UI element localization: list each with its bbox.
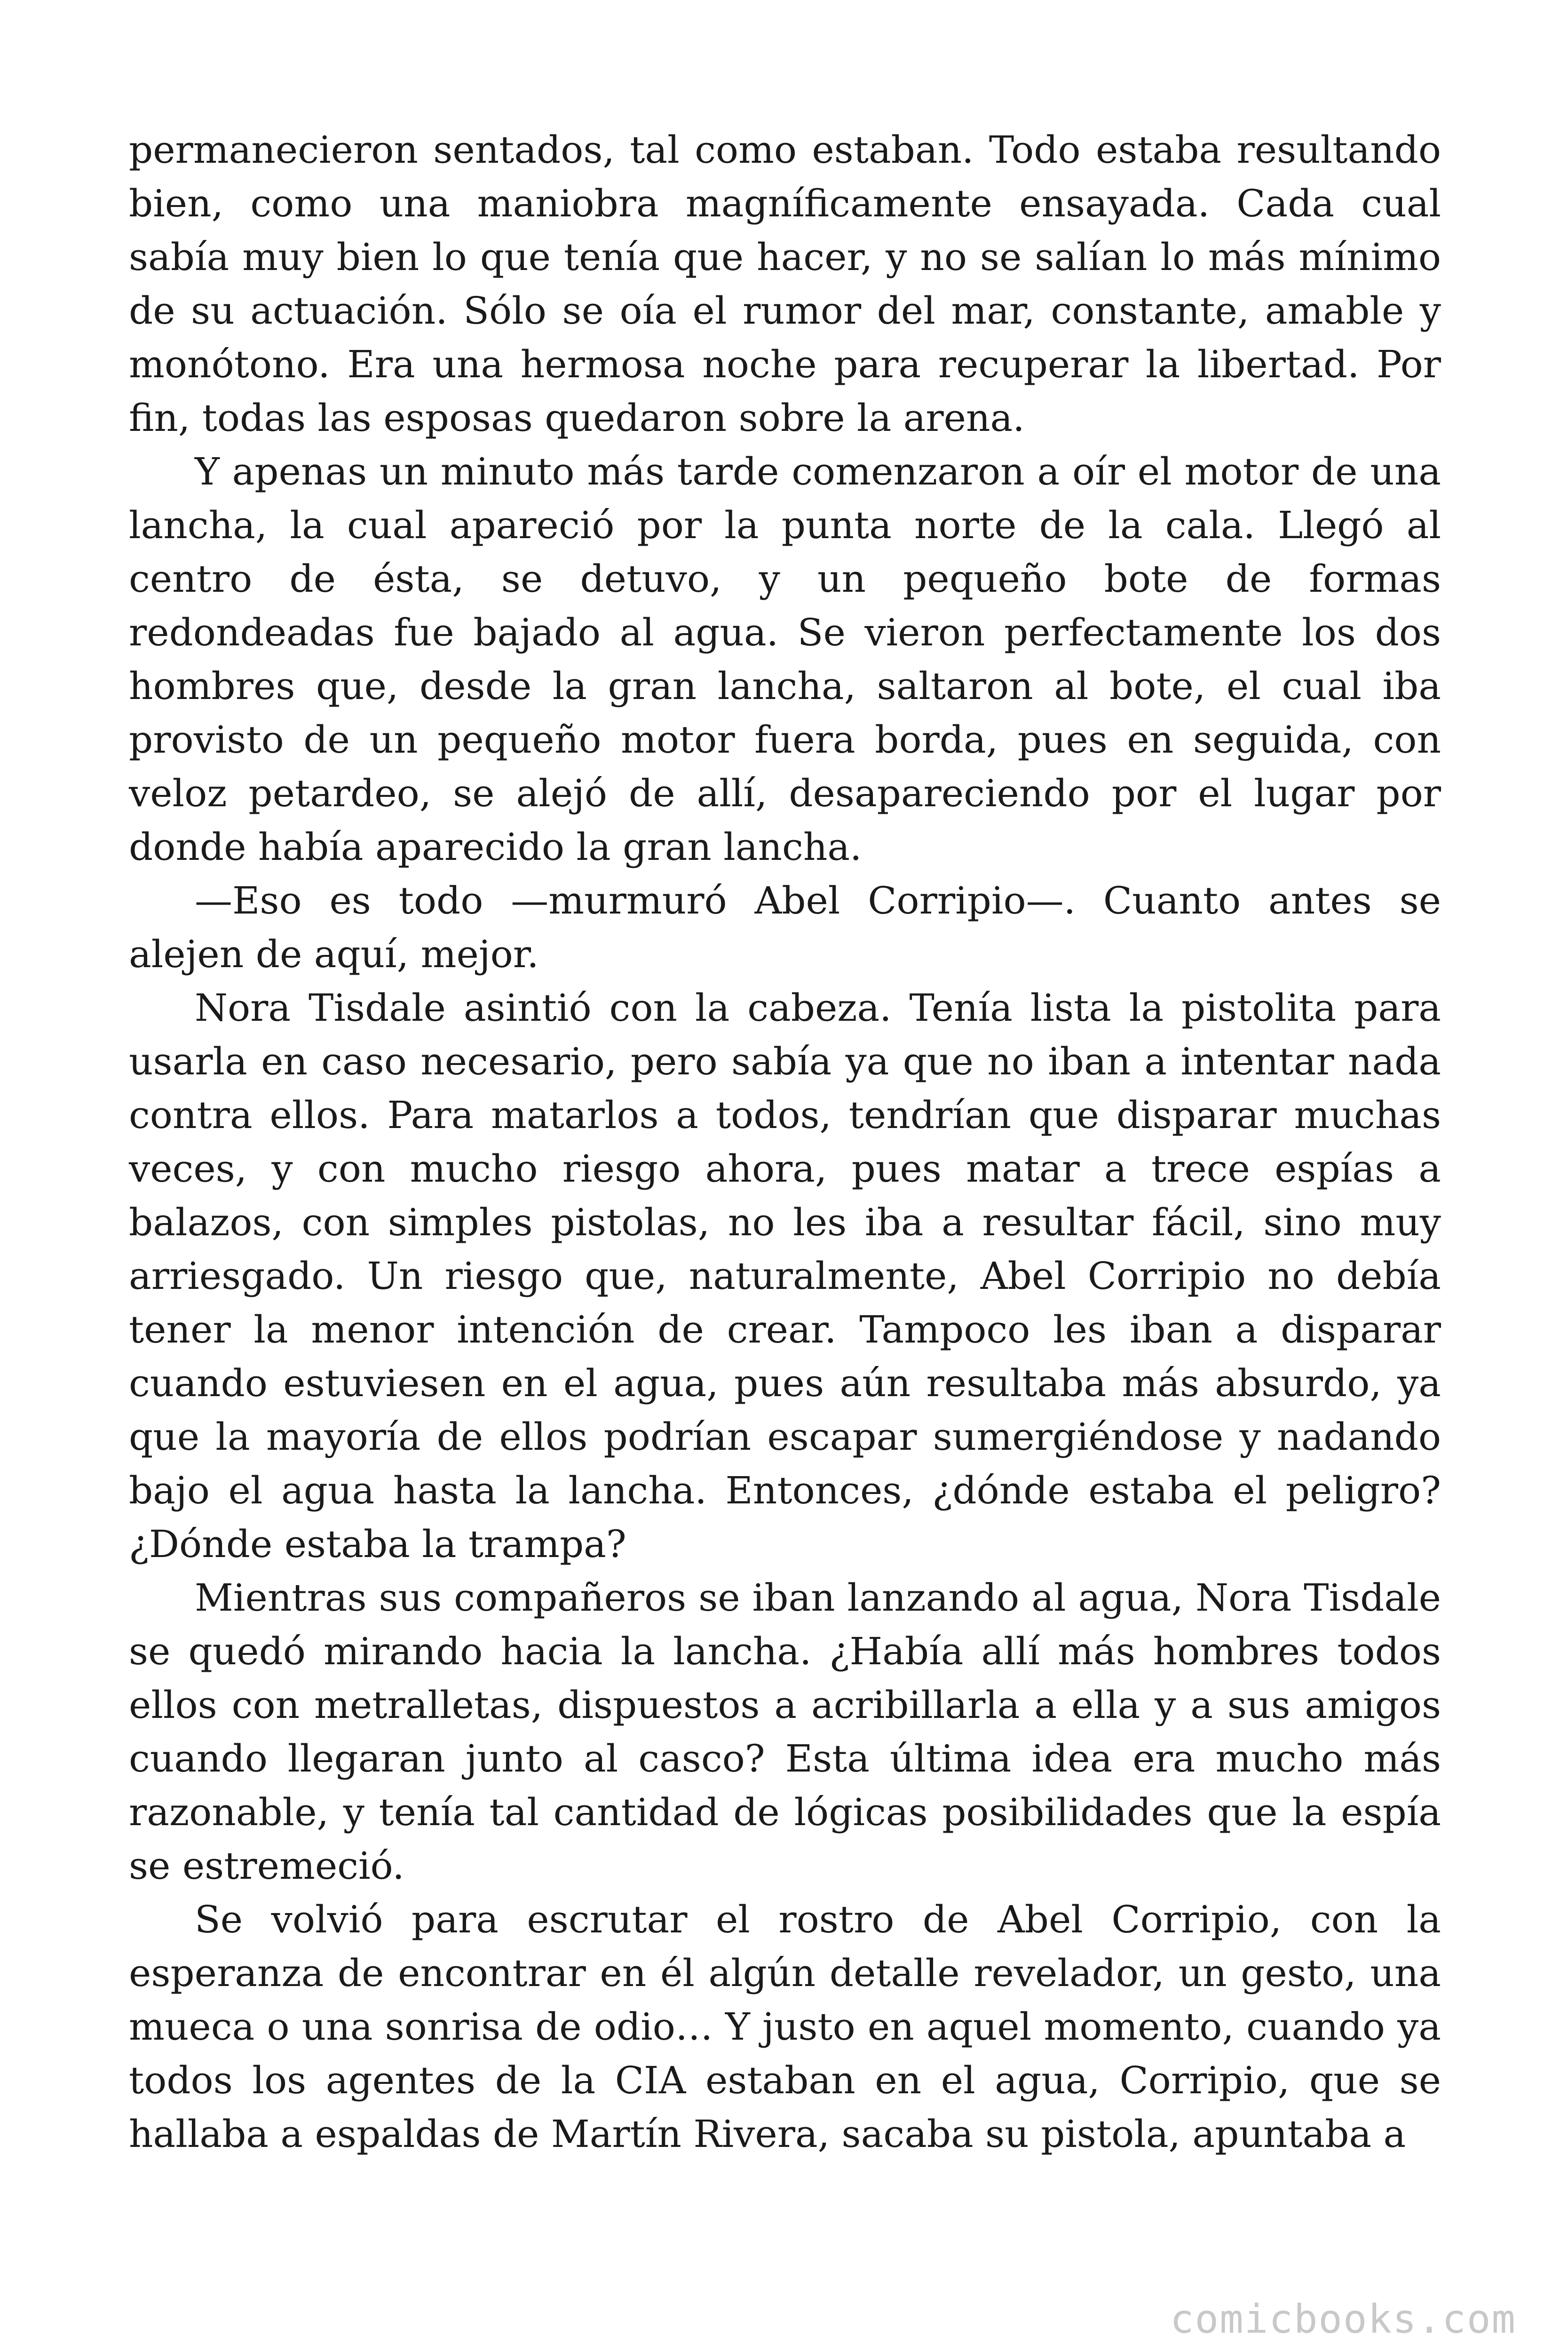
- paragraph: Se volvió para escrutar el rostro de Abel Corripio, con la esperanza de encontrar en él algún detalle revelador, un gesto, una mueca o una sonrisa de odio… Y justo en aquel momento, cuando ya todos los agentes de la CIA estaban en el agua, Corripio, que se hallaba a espaldas de Martín Rivera, sacaba su pistola, apuntaba a: [129, 1898, 1441, 2156]
- paragraph-dialogue: —Eso es todo —murmuró Abel Corripio—. Cuanto antes se alejen de aquí, mejor.: [129, 879, 1441, 976]
- body-text: [129, 123, 1441, 2161]
- watermark: comicbooks.com: [1170, 2296, 1516, 2342]
- paragraph-continued: permanecieron sentados, tal como estaban. Todo estaba resultando bien, como una maniobra magníficamente ensayada. Cada cual sabía muy bien lo que tenía que hacer, y no se salían lo más mínimo de su actuación. Sólo se oía el rumor del mar, constante, amable y monótono. Era una hermosa noche para recuperar la libertad. Por fin, todas las esposas quedaron sobre la arena.: [129, 128, 1441, 440]
- paragraph: Nora Tisdale asintió con la cabeza. Tenía lista la pistolita para usarla en caso necesario, pero sabía ya que no iban a intentar nada contra ellos. Para matarlos a todos, tendrían que disparar muchas veces, y con mucho riesgo ahora, pues matar a trece espías a balazos, con simples pistolas, no les iba a resultar fácil, sino muy arriesgado. Un riesgo que, naturalmente, Abel Corripio no debía tener la menor intención de crear. Tampoco les iban a disparar cuando estuviesen en el agua, pues aún resultaba más absurdo, ya que la mayoría de ellos podrían escapar sumergiéndose y nadando bajo el agua hasta la lancha. Entonces, ¿dónde estaba el peligro? ¿Dónde estaba la trampa?: [129, 986, 1441, 1566]
- paragraph: Y apenas un minuto más tarde comenzaron a oír el motor de una lancha, la cual apareció por la punta norte de la cala. Llegó al centro de ésta, se detuvo, y un pequeño bote de formas redondeadas fue bajado al agua. Se vieron perfectamente los dos hombres que, desde la gran lancha, saltaron al bote, el cual iba provisto de un pequeño motor fuera borda, pues en seguida, con veloz petardeo, se alejó de allí, desapareciendo por el lugar por donde había aparecido la gran lancha.: [129, 450, 1441, 869]
- paragraph: Mientras sus compañeros se iban lanzando al agua, Nora Tisdale se quedó mirando hacia la lancha. ¿Había allí más hombres todos ellos con metralletas, dispuestos a acribillarla a ella y a sus amigos cuando llegaran junto al casco? Esta última idea era mucho más razonable, y tenía tal cantidad de lógicas posibilidades que la espía se estremeció.: [129, 1576, 1441, 1888]
